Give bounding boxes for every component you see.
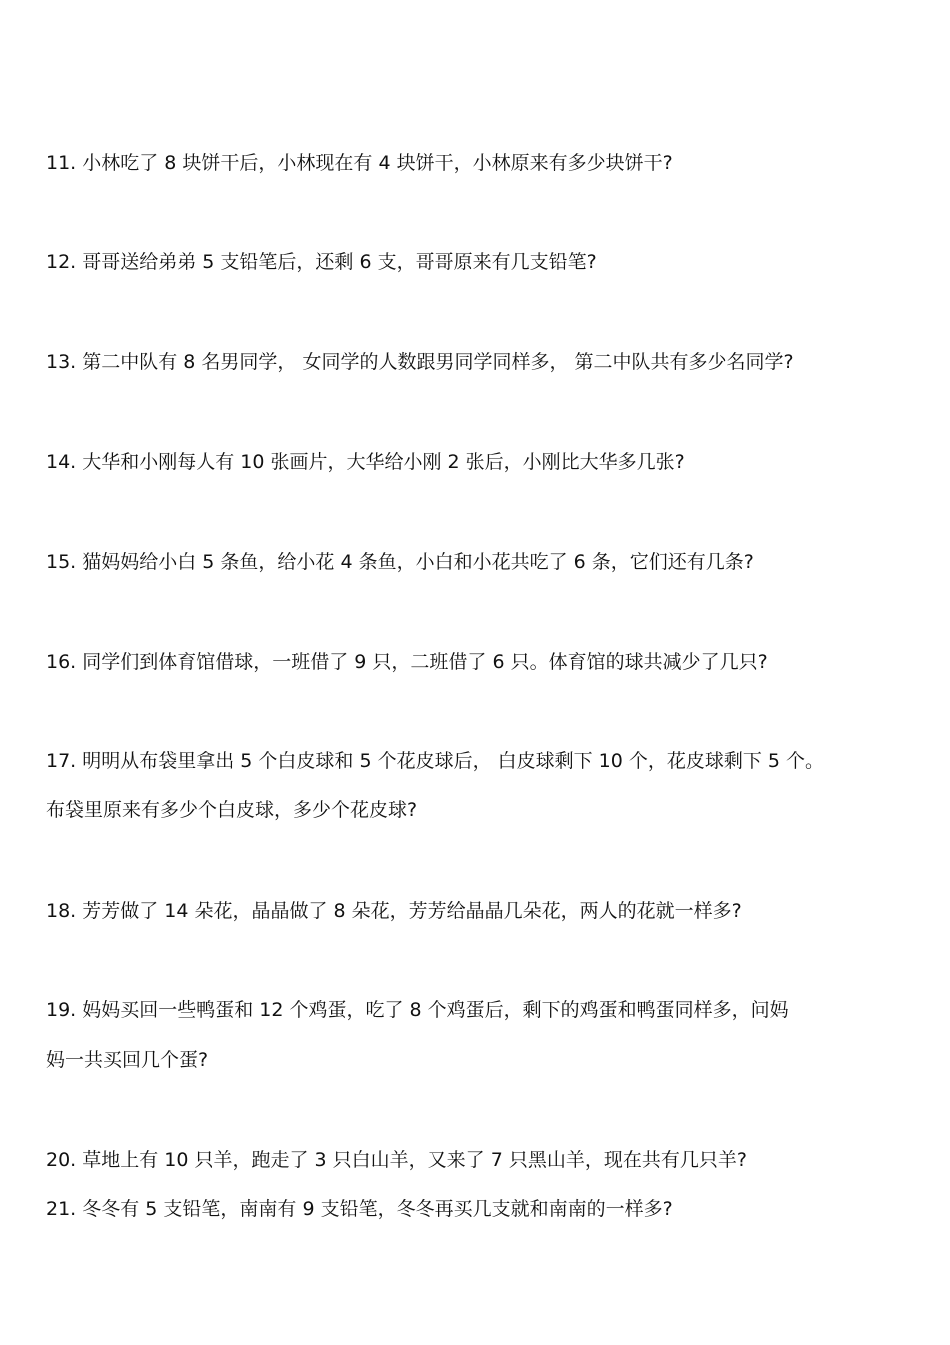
problem-14-line-1: 14. 大华和小刚每人有 10 张画片，大华给小刚 2 张后，小刚比大华多几张?	[46, 451, 685, 473]
problem-17-line-1: 17. 明明从布袋里拿出 5 个白皮球和 5 个花皮球后， 白皮球剩下 10 个，花皮球剩下 5 个。	[46, 750, 825, 772]
problem-19-line-2: 妈一共买回几个蛋?	[46, 1049, 209, 1071]
problem-15-line-1: 15. 猫妈妈给小白 5 条鱼，给小花 4 条鱼，小白和小花共吃了 6 条，它们还有几条?	[46, 551, 754, 573]
problem-13-line-1: 13. 第二中队有 8 名男同学， 女同学的人数跟男同学同样多， 第二中队共有多少名同学?	[46, 351, 794, 373]
problem-20-line-1: 20. 草地上有 10 只羊，跑走了 3 只白山羊，又来了 7 只黑山羊，现在共有几只羊?	[46, 1149, 747, 1171]
problem-18-line-1: 18. 芳芳做了 14 朵花，晶晶做了 8 朵花，芳芳给晶晶几朵花，两人的花就一样多?	[46, 900, 742, 922]
problem-17-line-2: 布袋里原来有多少个白皮球，多少个花皮球?	[46, 799, 418, 821]
problem-16-line-1: 16. 同学们到体育馆借球，一班借了 9 只，二班借了 6 只。体育馆的球共减少了几只?	[46, 651, 768, 673]
problem-12-line-1: 12. 哥哥送给弟弟 5 支铅笔后，还剩 6 支，哥哥原来有几支铅笔?	[46, 251, 597, 273]
problem-19-line-1: 19. 妈妈买回一些鸭蛋和 12 个鸡蛋，吃了 8 个鸡蛋后，剩下的鸡蛋和鸭蛋同样多，问妈	[46, 999, 789, 1021]
problem-21-line-1: 21. 冬冬有 5 支铅笔，南南有 9 支铅笔，冬冬再买几支就和南南的一样多?	[46, 1198, 673, 1220]
problem-11-line-1: 11. 小林吃了 8 块饼干后，小林现在有 4 块饼干，小林原来有多少块饼干?	[46, 152, 673, 174]
